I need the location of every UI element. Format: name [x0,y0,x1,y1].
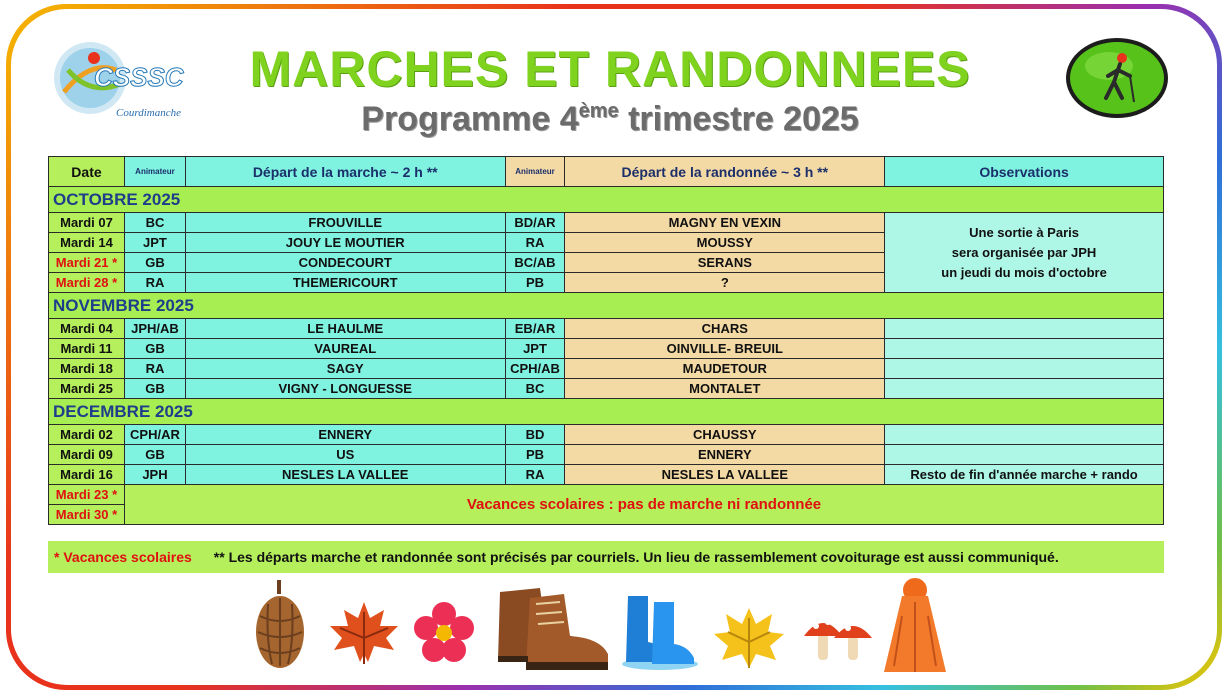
cell-date: Mardi 18 [49,359,125,379]
cell-observation: Une sortie à Paris sera organisée par JPH un jeudi du mois d'octobre [885,213,1164,293]
cell-observation: Resto de fin d'année marche + rando [885,465,1164,485]
flower-icon [414,600,474,664]
cell-marche: JOUY LE MOUTIER [185,233,505,253]
cell-animateur: GB [124,253,185,273]
cell-marche: FROUVILLE [185,213,505,233]
cell-animateur: GB [124,379,185,399]
cell-date: Mardi 07 [49,213,125,233]
cell-rando: MAGNY EN VEXIN [565,213,885,233]
cell-animateur: BD/AR [505,213,565,233]
cell-date: Mardi 04 [49,319,125,339]
csssc-logo [50,40,190,122]
cell-date: Mardi 23 * [49,485,125,505]
cell-date: Mardi 28 * [49,273,125,293]
col-observations: Observations [885,157,1164,187]
table-row [49,485,1164,505]
cell-date: Mardi 30 * [49,505,125,525]
table-row [49,213,1164,233]
cell-observation [885,339,1164,359]
cell-animateur: BD [505,425,565,445]
table-row [49,425,1164,445]
cell-rando: NESLES LA VALLEE [565,465,885,485]
cell-rando: ENNERY [565,445,885,465]
cell-animateur: EB/AR [505,319,565,339]
page-subtitle: Programme 4ème trimestre 2025 [361,100,859,138]
cell-animateur: PB [505,445,565,465]
cell-animateur: RA [505,233,565,253]
yellow-leaf-icon [712,604,786,670]
col-depart-marche: Départ de la marche ~ 2 h ** [185,157,505,187]
cell-date: Mardi 09 [49,445,125,465]
table-row [49,339,1164,359]
cell-date: Mardi 14 [49,233,125,253]
cell-rando: CHAUSSY [565,425,885,445]
cell-marche: CONDECOURT [185,253,505,273]
cell-animateur: GB [124,445,185,465]
cell-animateur: GB [124,339,185,359]
table-row [49,359,1164,379]
cell-rando: SERANS [565,253,885,273]
hiking-boots-icon [490,582,612,672]
page-title: MARCHES ET RANDONNEES [249,41,971,97]
month-header: DECEMBRE 2025 [49,399,1164,425]
cell-animateur: BC/AB [505,253,565,273]
cell-date: Mardi 11 [49,339,125,359]
cell-rando: ? [565,273,885,293]
cell-animateur: RA [124,273,185,293]
cell-date: Mardi 02 [49,425,125,445]
cell-animateur: RA [505,465,565,485]
table-row [49,465,1164,485]
footnote-vacances: * Vacances scolaires [54,549,192,565]
cell-date: Mardi 16 [49,465,125,485]
col-date: Date [49,157,125,187]
cell-animateur: PB [505,273,565,293]
cell-marche: NESLES LA VALLEE [185,465,505,485]
cell-animateur: BC [505,379,565,399]
cell-animateur: CPH/AB [505,359,565,379]
cell-date: Mardi 25 [49,379,125,399]
cell-rando: MAUDETOUR [565,359,885,379]
cell-observation [885,445,1164,465]
col-depart-rando: Départ de la randonnée ~ 3 h ** [565,157,885,187]
cell-rando: MONTALET [565,379,885,399]
cell-observation [885,425,1164,445]
table-row [49,379,1164,399]
footnote-note: ** Les départs marche et randonnée sont précisés par courriels. Un lieu de rassemblement covoiturage est aussi communiqué. [213,549,1059,565]
cell-rando: CHARS [565,319,885,339]
cell-observation [885,319,1164,339]
cell-animateur: JPH [124,465,185,485]
cell-date: Mardi 21 * [49,253,125,273]
cell-marche: THEMERICOURT [185,273,505,293]
cell-observation [885,359,1164,379]
cell-rando: OINVILLE- BREUIL [565,339,885,359]
cell-animateur: JPT [124,233,185,253]
col-animateur-marche: Animateur [124,157,185,187]
table-row [49,445,1164,465]
rain-boots-icon [620,592,700,672]
cell-animateur: BC [124,213,185,233]
maple-leaf-icon [326,598,402,668]
cell-animateur: JPH/AB [124,319,185,339]
col-animateur-rando: Animateur [505,157,565,187]
cell-marche: US [185,445,505,465]
cell-animateur: JPT [505,339,565,359]
rain-poncho-icon [880,576,950,680]
pinecone-icon [250,580,310,672]
month-header: NOVEMBRE 2025 [49,293,1164,319]
cell-marche: LE HAULME [185,319,505,339]
vacation-notice: Vacances scolaires : pas de marche ni randonnée [124,485,1163,525]
logo-subtext: Courdimanche [116,107,181,119]
cell-marche: ENNERY [185,425,505,445]
cell-marche: VAUREAL [185,339,505,359]
table-row [49,319,1164,339]
cell-marche: SAGY [185,359,505,379]
hiker-logo [1064,36,1170,120]
month-header: OCTOBRE 2025 [49,187,1164,213]
cell-rando: MOUSSY [565,233,885,253]
cell-marche: VIGNY - LONGUESSE [185,379,505,399]
logo-text: CSSSC [94,62,184,92]
cell-animateur: CPH/AR [124,425,185,445]
cell-animateur: RA [124,359,185,379]
cell-observation [885,379,1164,399]
mushroom-icon [802,610,872,664]
footnote [48,541,1164,573]
program-table [48,156,1164,525]
